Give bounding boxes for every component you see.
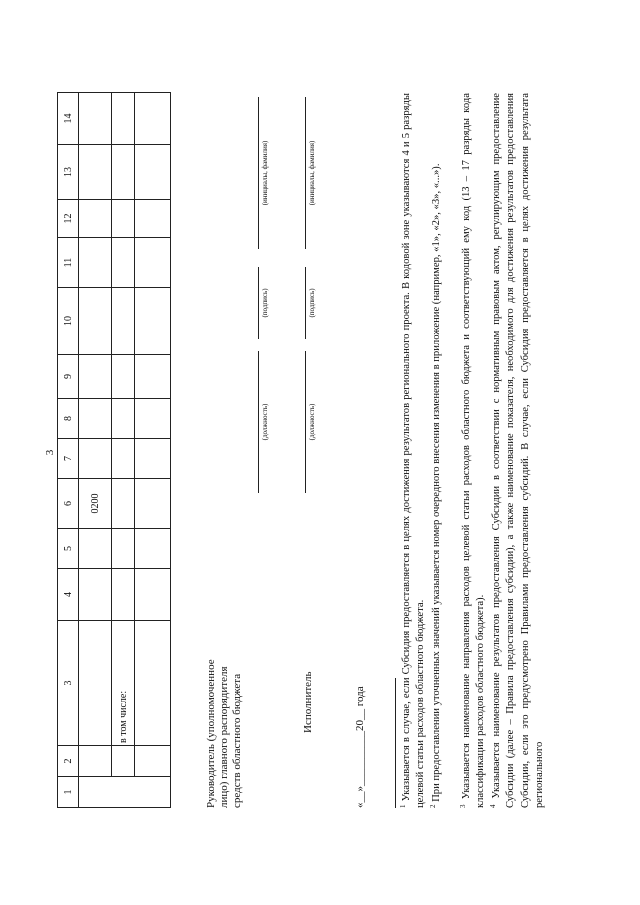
footnote-mark: 3 [459,804,467,808]
table-cell [79,569,112,621]
executor-signature-caption: (подпись) [308,288,316,318]
table-cell [79,777,112,808]
table-cell [79,746,112,777]
header-cell: 9 [58,355,79,399]
table-row [79,93,112,808]
table-cell [112,145,135,200]
executor-label: Исполнитель [302,671,314,733]
footnote-text: При предоставлении уточненных значений указывается номер очередного внесения изменения в приложение (например, «1», «2», «3», «...»). [431,163,442,802]
table-cell [79,200,112,238]
header-cell: 3 [58,621,79,746]
table-cell [135,399,171,439]
executor-position-caption: (должность) [308,403,316,441]
table-cell [112,355,135,399]
header-cell: 8 [58,399,79,439]
footnote-mark: 2 [429,804,437,808]
table-cell [135,93,171,145]
table-cell [135,777,171,808]
footnote-mark: 4 [489,804,497,808]
table-cell [135,238,171,288]
footnote-2 [430,93,444,808]
table-cell [79,145,112,200]
table-row [112,93,135,808]
header-cell: 12 [58,200,79,238]
table-cell [135,200,171,238]
table-cell [135,145,171,200]
table-header-row [58,93,79,808]
table-cell [135,439,171,479]
table-cell [135,746,171,777]
footnote-4 [490,93,548,808]
header-cell: 1 [58,777,79,808]
table-cell [112,200,135,238]
table-cell [79,288,112,355]
header-cell: 11 [58,238,79,288]
header-cell: 6 [58,479,79,529]
table-cell [79,529,112,569]
footnote-mark: 1 [399,804,407,808]
table-cell [112,439,135,479]
table-cell [135,569,171,621]
report-table [57,92,171,808]
executor-signature-line [305,267,306,339]
sub-label-cell: в том числе: [112,621,135,746]
table-cell [135,529,171,569]
table-cell [112,93,135,145]
initials-caption: (инициалы, фамилия) [261,140,269,206]
table-cell [79,238,112,288]
table-cell [112,399,135,439]
header-cell: 5 [58,529,79,569]
position-caption: (должность) [261,403,269,441]
initials-line [258,97,259,249]
position-line [258,351,259,493]
executor-initials-line [305,97,306,249]
signature-line [258,267,259,339]
header-cell: 4 [58,569,79,621]
header-cell: 2 [58,746,79,777]
table-cell [79,621,112,746]
table-cell [79,399,112,439]
table-cell [135,621,171,746]
page-number: 3 [44,449,56,456]
footnote-text: Указывается наименование результатов предоставления Субсидии в соответствии с нормативным правовым актом, регулирующим предоставление Субсидии (далее – Правила предоставления субсидии), а также наименование показателя, необходимого для достижения результатов предоставления Субсидии, если это предусмотрено Правилами предоставления субсидий. В случае, если Субсидия предоставляется в целях достижения результата регионального [491,93,546,808]
header-cell: 10 [58,288,79,355]
footnote-text: Указывается наименование направления расходов целевой статьи расходов областного бюджета и соответствующий ему код (13 – 17 разряды кода классификации расходов областного бюджета). [461,93,487,808]
table-cell [79,93,112,145]
table-cell [112,777,135,808]
date-line: «__»__________20__ года [354,686,366,808]
table-cell [112,529,135,569]
footnote-1 [400,93,429,808]
head-signature-label: Руководитель (уполномоченное лицо) главного распорядителя средств областного бюджета [205,659,243,808]
header-cell: 13 [58,145,79,200]
table-cell [79,355,112,399]
table-cell [112,746,135,777]
table-cell [112,288,135,355]
table-cell [79,439,112,479]
footnote-3 [460,93,489,808]
table-cell [135,479,171,529]
footnote-text: Указывается в случае, если Субсидия предоставляется в целях достижения результатов регионального проекта. В кодовой зоне указываются 4 и 5 разряды целевой статьи расходов областного бюджета. [401,93,427,808]
executor-position-line [305,351,306,493]
header-cell: 14 [58,93,79,145]
table-row [135,93,171,808]
footnote-separator [395,678,396,808]
code-cell: 0200 [79,479,112,529]
header-cell: 7 [58,439,79,479]
signature-caption: (подпись) [261,288,269,318]
table-cell [112,238,135,288]
table-cell [135,288,171,355]
executor-initials-caption: (инициалы, фамилия) [308,140,316,206]
table-cell [135,355,171,399]
table-cell [112,479,135,529]
table-cell [112,569,135,621]
